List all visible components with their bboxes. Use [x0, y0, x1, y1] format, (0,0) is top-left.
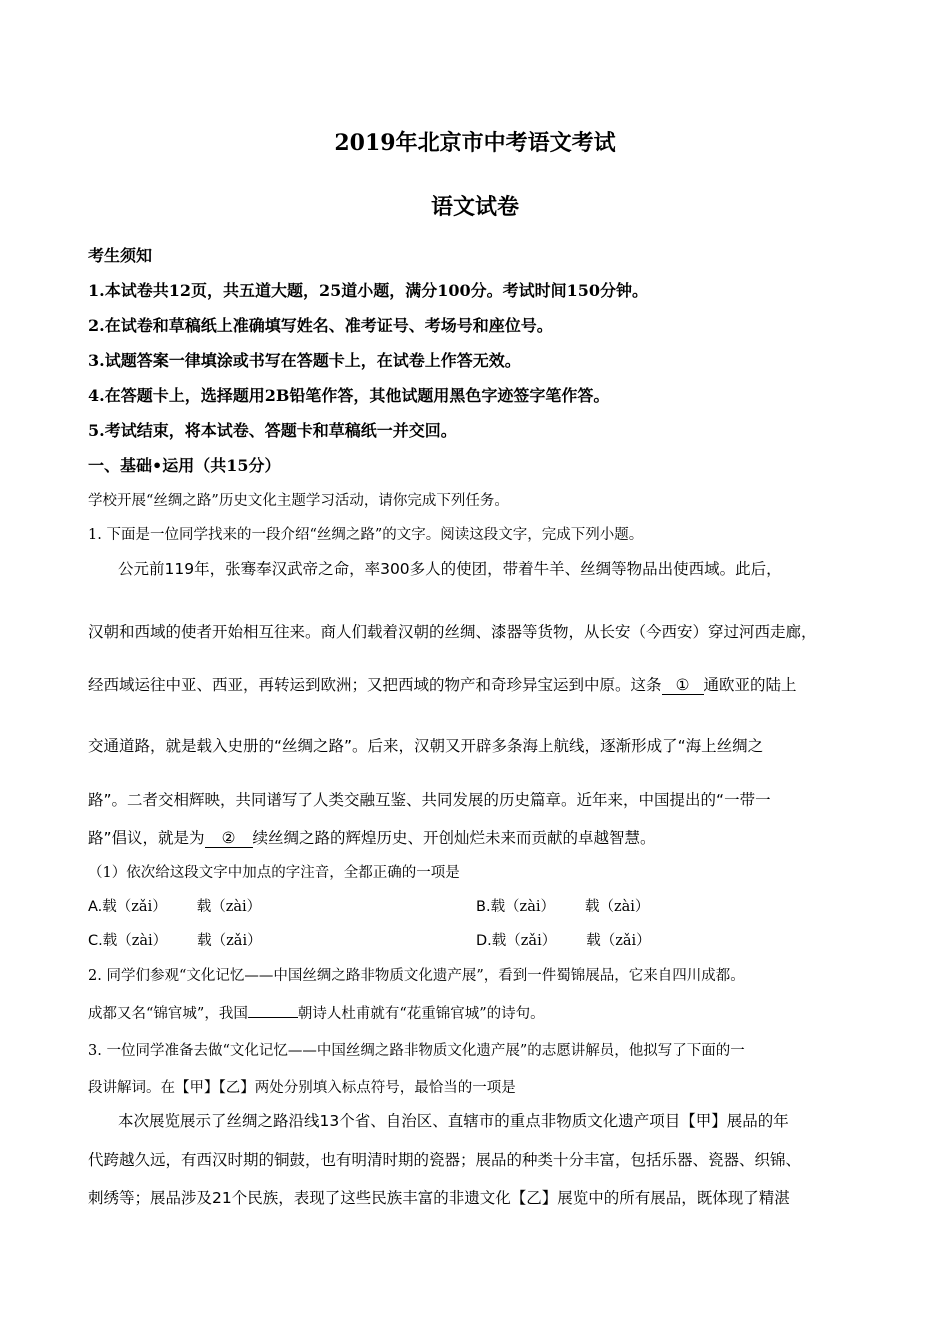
- question-prompt: 1. 下面是一位同学找来的一段介绍“丝绸之路”的文字。阅读这段文字，完成下列小题。: [88, 527, 644, 543]
- notice-item: 1.本试卷共12页，共五道大题，25道小题，满分100分。考试时间150分钟。: [88, 281, 649, 300]
- passage-line: 交通道路，就是载入史册的“丝绸之路”。后来，汉朝又开辟多条海上航线，逐渐形成了“海上丝绸之: [88, 737, 764, 755]
- notice-item: 3.试题答案一律填涂或书写在答题卡上，在试卷上作答无效。: [88, 351, 521, 370]
- section-heading: 一、基础•运用（共15分）: [88, 456, 281, 475]
- option-b[interactable]: B.载（zài） 载（zài）: [476, 899, 650, 915]
- notice-item: 4.在答题卡上，选择题用2B铅笔作答，其他试题用黑色字迹签字笔作答。: [88, 386, 610, 405]
- notice-item: 2.在试卷和草稿纸上准确填写姓名、准考证号、考场号和座位号。: [88, 316, 553, 335]
- question-prompt: 3. 一位同学准备去做“文化记忆——中国丝绸之路非物质文化遗产展”的志愿讲解员，他拟写了下面的一: [88, 1043, 745, 1059]
- passage-line: 公元前119年，张骞奉汉武帝之命，率300多人的使团，带着牛羊、丝绸等物品出使西域。此后，: [118, 560, 782, 578]
- section-intro: 学校开展“丝绸之路”历史文化主题学习活动，请你完成下列任务。: [88, 493, 509, 509]
- option-d[interactable]: D.载（zǎi） 载（zǎi）: [476, 933, 651, 949]
- exam-title: 2019年北京市中考语文考试: [334, 130, 616, 156]
- fill-blank-dynasty[interactable]: [248, 1017, 298, 1018]
- question-prompt: 段讲解词。在【甲】【乙】两处分别填入标点符号，最恰当的一项是: [88, 1080, 516, 1096]
- question-prompt: 成都又名“锦官城”，我国 朝诗人杜甫就有“花重锦官城”的诗句。: [88, 1006, 545, 1022]
- passage-line: 汉朝和西域的使者开始相互往来。商人们载着汉朝的丝绸、漆器等货物，从长安（今西安）穿过河西走廊，: [88, 623, 817, 641]
- sub-question: （1）依次给这段文字中加点的字注音，全都正确的一项是: [88, 865, 460, 881]
- question-prompt: 2. 同学们参观“文化记忆——中国丝绸之路非物质文化遗产展”，看到一件蜀锦展品，它来自四川成都。: [88, 968, 745, 984]
- notice-item: 5.考试结束，将本试卷、答题卡和草稿纸一并交回。: [88, 421, 457, 440]
- passage-line: 路”。二者交相辉映，共同谱写了人类交融互鉴、共同发展的历史篇章。近年来，中国提出的“一带一: [88, 791, 771, 809]
- fill-blank-2[interactable]: ②: [205, 829, 253, 848]
- option-c[interactable]: C.载（zài） 载（zǎi）: [88, 933, 262, 949]
- fill-blank-1[interactable]: ①: [662, 676, 704, 695]
- option-a[interactable]: A.载（zǎi） 载（zài）: [88, 899, 262, 915]
- notice-heading: 考生须知: [88, 246, 153, 265]
- passage-line: 本次展览展示了丝绸之路沿线13个省、自治区、直辖市的重点非物质文化遗产项目【甲】展品的年: [118, 1112, 789, 1130]
- exam-subtitle: 语文试卷: [430, 194, 519, 220]
- passage-line: 刺绣等；展品涉及21个民族，表现了这些民族丰富的非遗文化【乙】展览中的所有展品，既体现了精湛: [88, 1189, 790, 1207]
- passage-line: 经西域运往中亚、西亚，再转运到欧洲；又把西域的物产和奇珍异宝运到中原。这条 ① 通欧亚的陆上: [88, 676, 797, 694]
- passage-line: 代跨越久远，有西汉时期的铜鼓，也有明清时期的瓷器；展品的种类十分丰富，包括乐器、瓷器、织锦、: [88, 1151, 802, 1169]
- passage-line: 路”倡议，就是为 ② 续丝绸之路的辉煌历史、开创灿烂未来而贡献的卓越智慧。: [88, 829, 656, 847]
